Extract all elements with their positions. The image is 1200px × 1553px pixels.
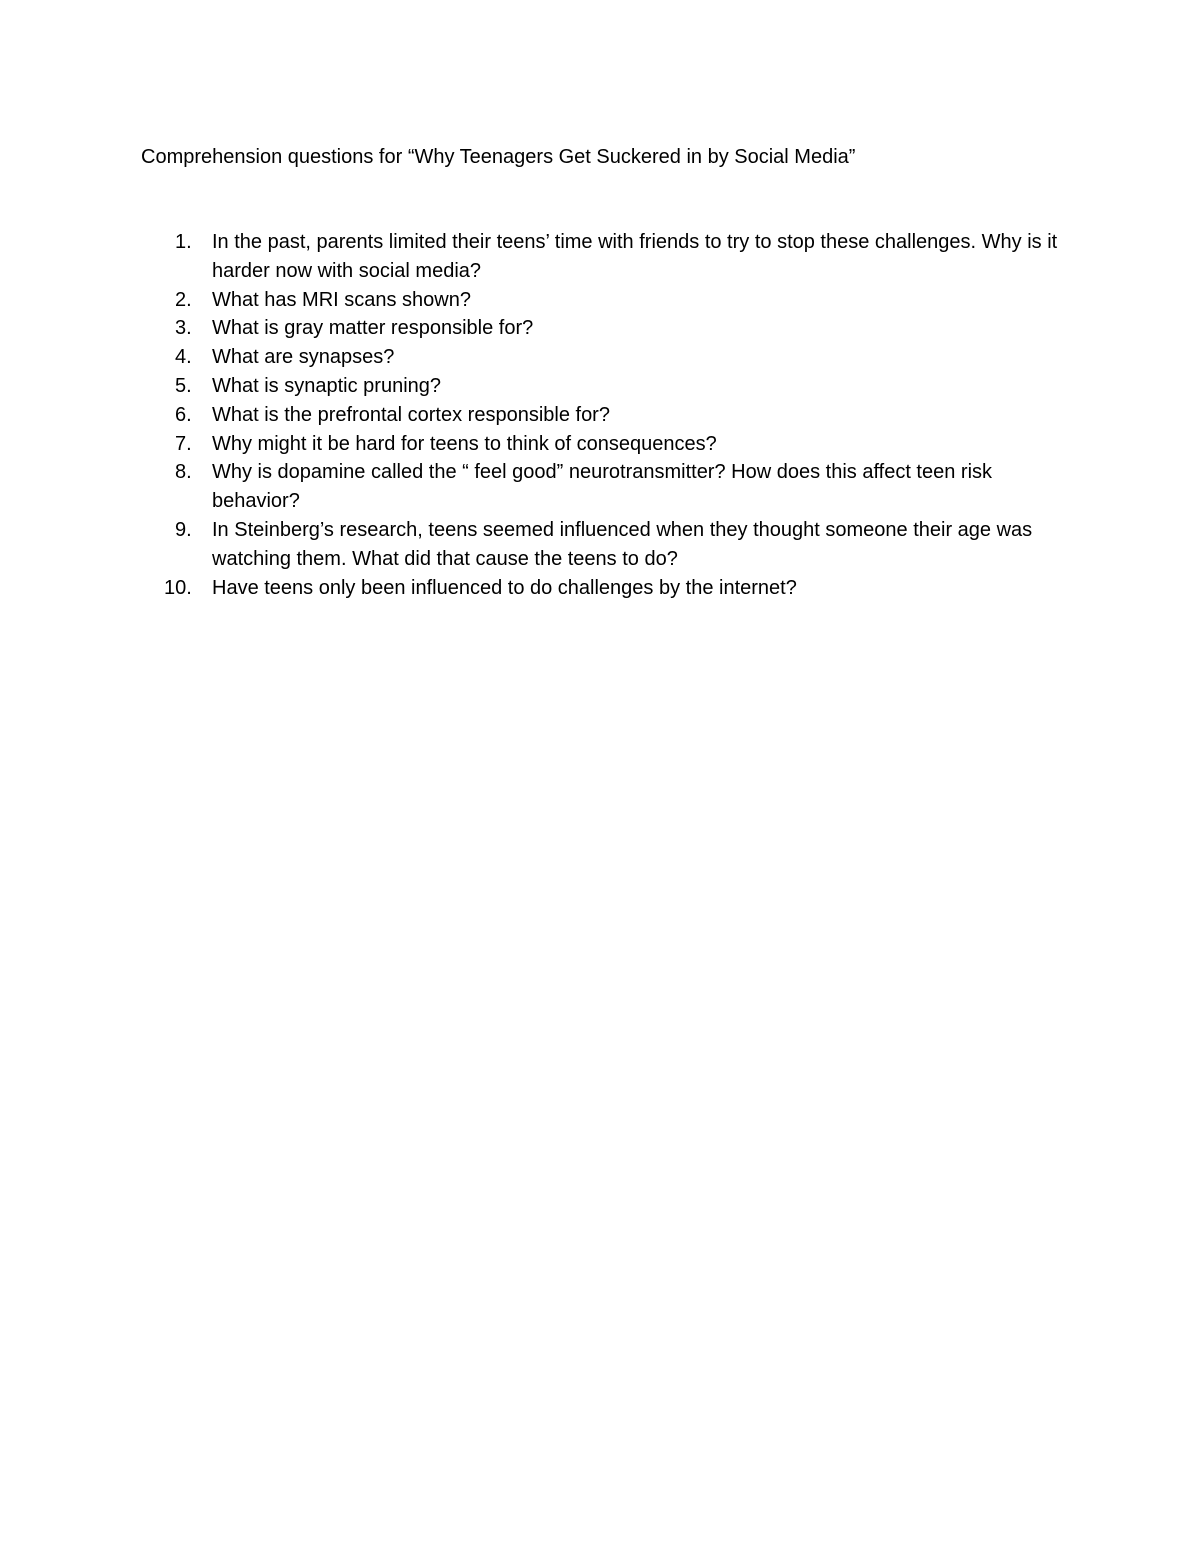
question-text: What is synaptic pruning?: [212, 374, 442, 397]
question-item-8: [170, 458, 1070, 516]
question-text: In the past, parents limited their teens’ time with friends to try to stop these challenges. Why is it harder now with social media?: [212, 231, 1058, 282]
question-number: 8.: [175, 461, 192, 484]
question-item-7: [170, 430, 1070, 459]
question-number: 9.: [175, 518, 192, 541]
question-text: Why might it be hard for teens to think of consequences?: [212, 432, 717, 455]
question-text: Have teens only been influenced to do challenges by the internet?: [212, 576, 797, 599]
question-number: 7.: [175, 432, 192, 455]
question-number: 2.: [175, 288, 192, 311]
question-text: What are synapses?: [212, 346, 395, 369]
question-item-5: [170, 372, 1070, 401]
question-item-1: [170, 228, 1070, 286]
question-item-4: [170, 343, 1070, 372]
question-number: 3.: [175, 317, 192, 340]
question-text: Why is dopamine called the “ feel good” neurotransmitter? How does this affect teen risk behavior?: [212, 461, 993, 513]
question-number: 1.: [175, 231, 192, 253]
question-item-2: [170, 286, 1070, 315]
question-text: In Steinberg’s research, teens seemed influenced when they thought someone their age was watching them. What did that cause the teens to do?: [212, 518, 1033, 570]
question-item-9: [170, 516, 1070, 574]
question-item-10: [164, 574, 1070, 603]
question-number: 10.: [164, 576, 192, 599]
document-title: Comprehension questions for “Why Teenagers Get Suckered in by Social Media”: [141, 146, 856, 168]
question-text: What has MRI scans shown?: [212, 288, 471, 311]
question-number: 4.: [175, 346, 192, 369]
question-number: 6.: [175, 403, 192, 426]
question-number: 5.: [175, 374, 192, 397]
question-text: What is the prefrontal cortex responsible for?: [212, 403, 610, 426]
question-list: [164, 228, 1070, 602]
question-item-3: [170, 314, 1070, 343]
question-item-6: [170, 401, 1070, 430]
question-text: What is gray matter responsible for?: [212, 317, 534, 340]
